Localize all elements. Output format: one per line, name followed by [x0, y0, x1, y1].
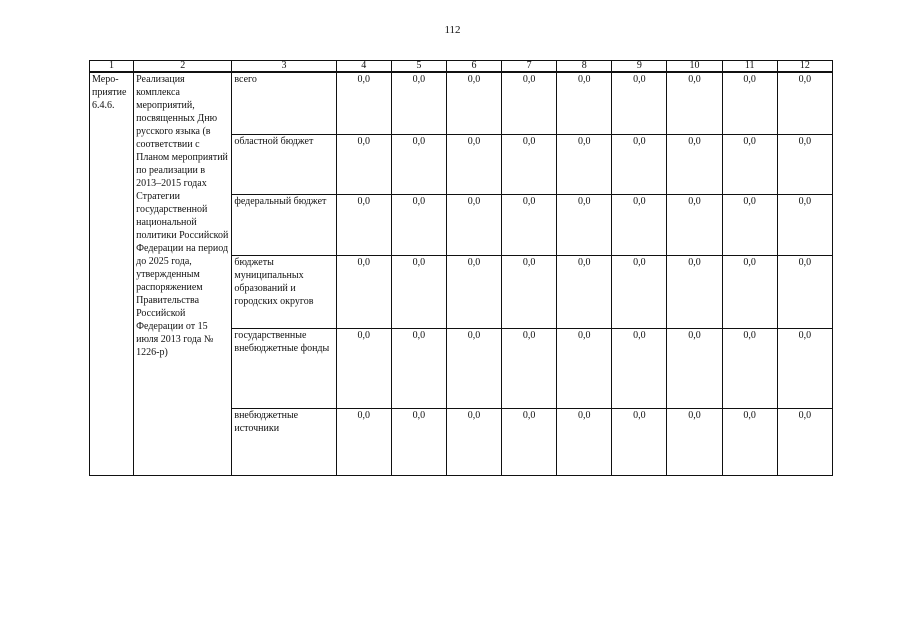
value-cell: 0,0	[777, 255, 832, 328]
funding-source-cell: областной бюджет	[232, 134, 336, 194]
page-number: 112	[444, 24, 461, 36]
value-cell: 0,0	[391, 328, 446, 408]
value-cell: 0,0	[336, 194, 391, 255]
value-cell: 0,0	[446, 408, 501, 475]
value-cell: 0,0	[612, 194, 667, 255]
column-header-9: 9	[612, 61, 667, 73]
value-cell: 0,0	[502, 194, 557, 255]
funding-source-cell: внебюджетные источники	[232, 408, 336, 475]
value-cell: 0,0	[777, 72, 832, 134]
funding-source-cell: федеральный бюджет	[232, 194, 336, 255]
column-header-6: 6	[446, 61, 501, 73]
value-cell: 0,0	[612, 328, 667, 408]
header-row	[90, 61, 833, 73]
column-header-11: 11	[722, 61, 777, 73]
funding-source-cell: бюджеты муниципальных образований и городских округов	[232, 255, 336, 328]
value-cell: 0,0	[557, 134, 612, 194]
value-cell: 0,0	[336, 72, 391, 134]
budget-table	[89, 60, 833, 476]
value-cell: 0,0	[446, 72, 501, 134]
value-cell: 0,0	[722, 408, 777, 475]
value-cell: 0,0	[612, 134, 667, 194]
value-cell: 0,0	[502, 328, 557, 408]
value-cell: 0,0	[502, 72, 557, 134]
value-cell: 0,0	[777, 134, 832, 194]
table-row	[90, 72, 833, 134]
value-cell: 0,0	[557, 328, 612, 408]
value-cell: 0,0	[391, 255, 446, 328]
value-cell: 0,0	[336, 328, 391, 408]
column-header-3: 3	[232, 61, 336, 73]
value-cell: 0,0	[502, 134, 557, 194]
value-cell: 0,0	[612, 72, 667, 134]
value-cell: 0,0	[722, 255, 777, 328]
value-cell: 0,0	[777, 408, 832, 475]
value-cell: 0,0	[557, 408, 612, 475]
column-header-1: 1	[90, 61, 134, 73]
column-header-12: 12	[777, 61, 832, 73]
value-cell: 0,0	[446, 255, 501, 328]
value-cell: 0,0	[446, 134, 501, 194]
column-header-5: 5	[391, 61, 446, 73]
value-cell: 0,0	[557, 194, 612, 255]
value-cell: 0,0	[502, 255, 557, 328]
value-cell: 0,0	[612, 255, 667, 328]
value-cell: 0,0	[722, 134, 777, 194]
value-cell: 0,0	[557, 72, 612, 134]
value-cell: 0,0	[667, 194, 722, 255]
value-cell: 0,0	[667, 328, 722, 408]
value-cell: 0,0	[391, 134, 446, 194]
column-header-10: 10	[667, 61, 722, 73]
value-cell: 0,0	[557, 255, 612, 328]
value-cell: 0,0	[667, 134, 722, 194]
table-header	[90, 61, 833, 73]
value-cell: 0,0	[502, 408, 557, 475]
value-cell: 0,0	[667, 255, 722, 328]
funding-source-cell: государственные внебюджетные фонды	[232, 328, 336, 408]
value-cell: 0,0	[667, 408, 722, 475]
value-cell: 0,0	[777, 328, 832, 408]
value-cell: 0,0	[667, 72, 722, 134]
column-header-8: 8	[557, 61, 612, 73]
value-cell: 0,0	[722, 328, 777, 408]
value-cell: 0,0	[391, 408, 446, 475]
value-cell: 0,0	[336, 408, 391, 475]
table-body	[90, 72, 833, 475]
funding-source-cell: всего	[232, 72, 336, 134]
value-cell: 0,0	[722, 194, 777, 255]
value-cell: 0,0	[391, 72, 446, 134]
column-header-7: 7	[502, 61, 557, 73]
value-cell: 0,0	[336, 134, 391, 194]
value-cell: 0,0	[446, 328, 501, 408]
column-header-2: 2	[134, 61, 232, 73]
value-cell: 0,0	[391, 194, 446, 255]
value-cell: 0,0	[612, 408, 667, 475]
value-cell: 0,0	[446, 194, 501, 255]
column-header-4: 4	[336, 61, 391, 73]
measure-description-cell: Реализация комплекса мероприятий, посвященных Дню русского языка (в соответствии с Планом мероприятий по реализации в 2013–2015 годах Стратегии государственной национальной политики Российской Федерации на период до 2025 года, утвержденным распоряжением Правительства Российской Федерации от 15 июля 2013 года № 1226-р)	[134, 72, 232, 475]
measure-code-cell: Меро-приятие 6.4.6.	[90, 72, 134, 475]
value-cell: 0,0	[722, 72, 777, 134]
value-cell: 0,0	[336, 255, 391, 328]
value-cell: 0,0	[777, 194, 832, 255]
